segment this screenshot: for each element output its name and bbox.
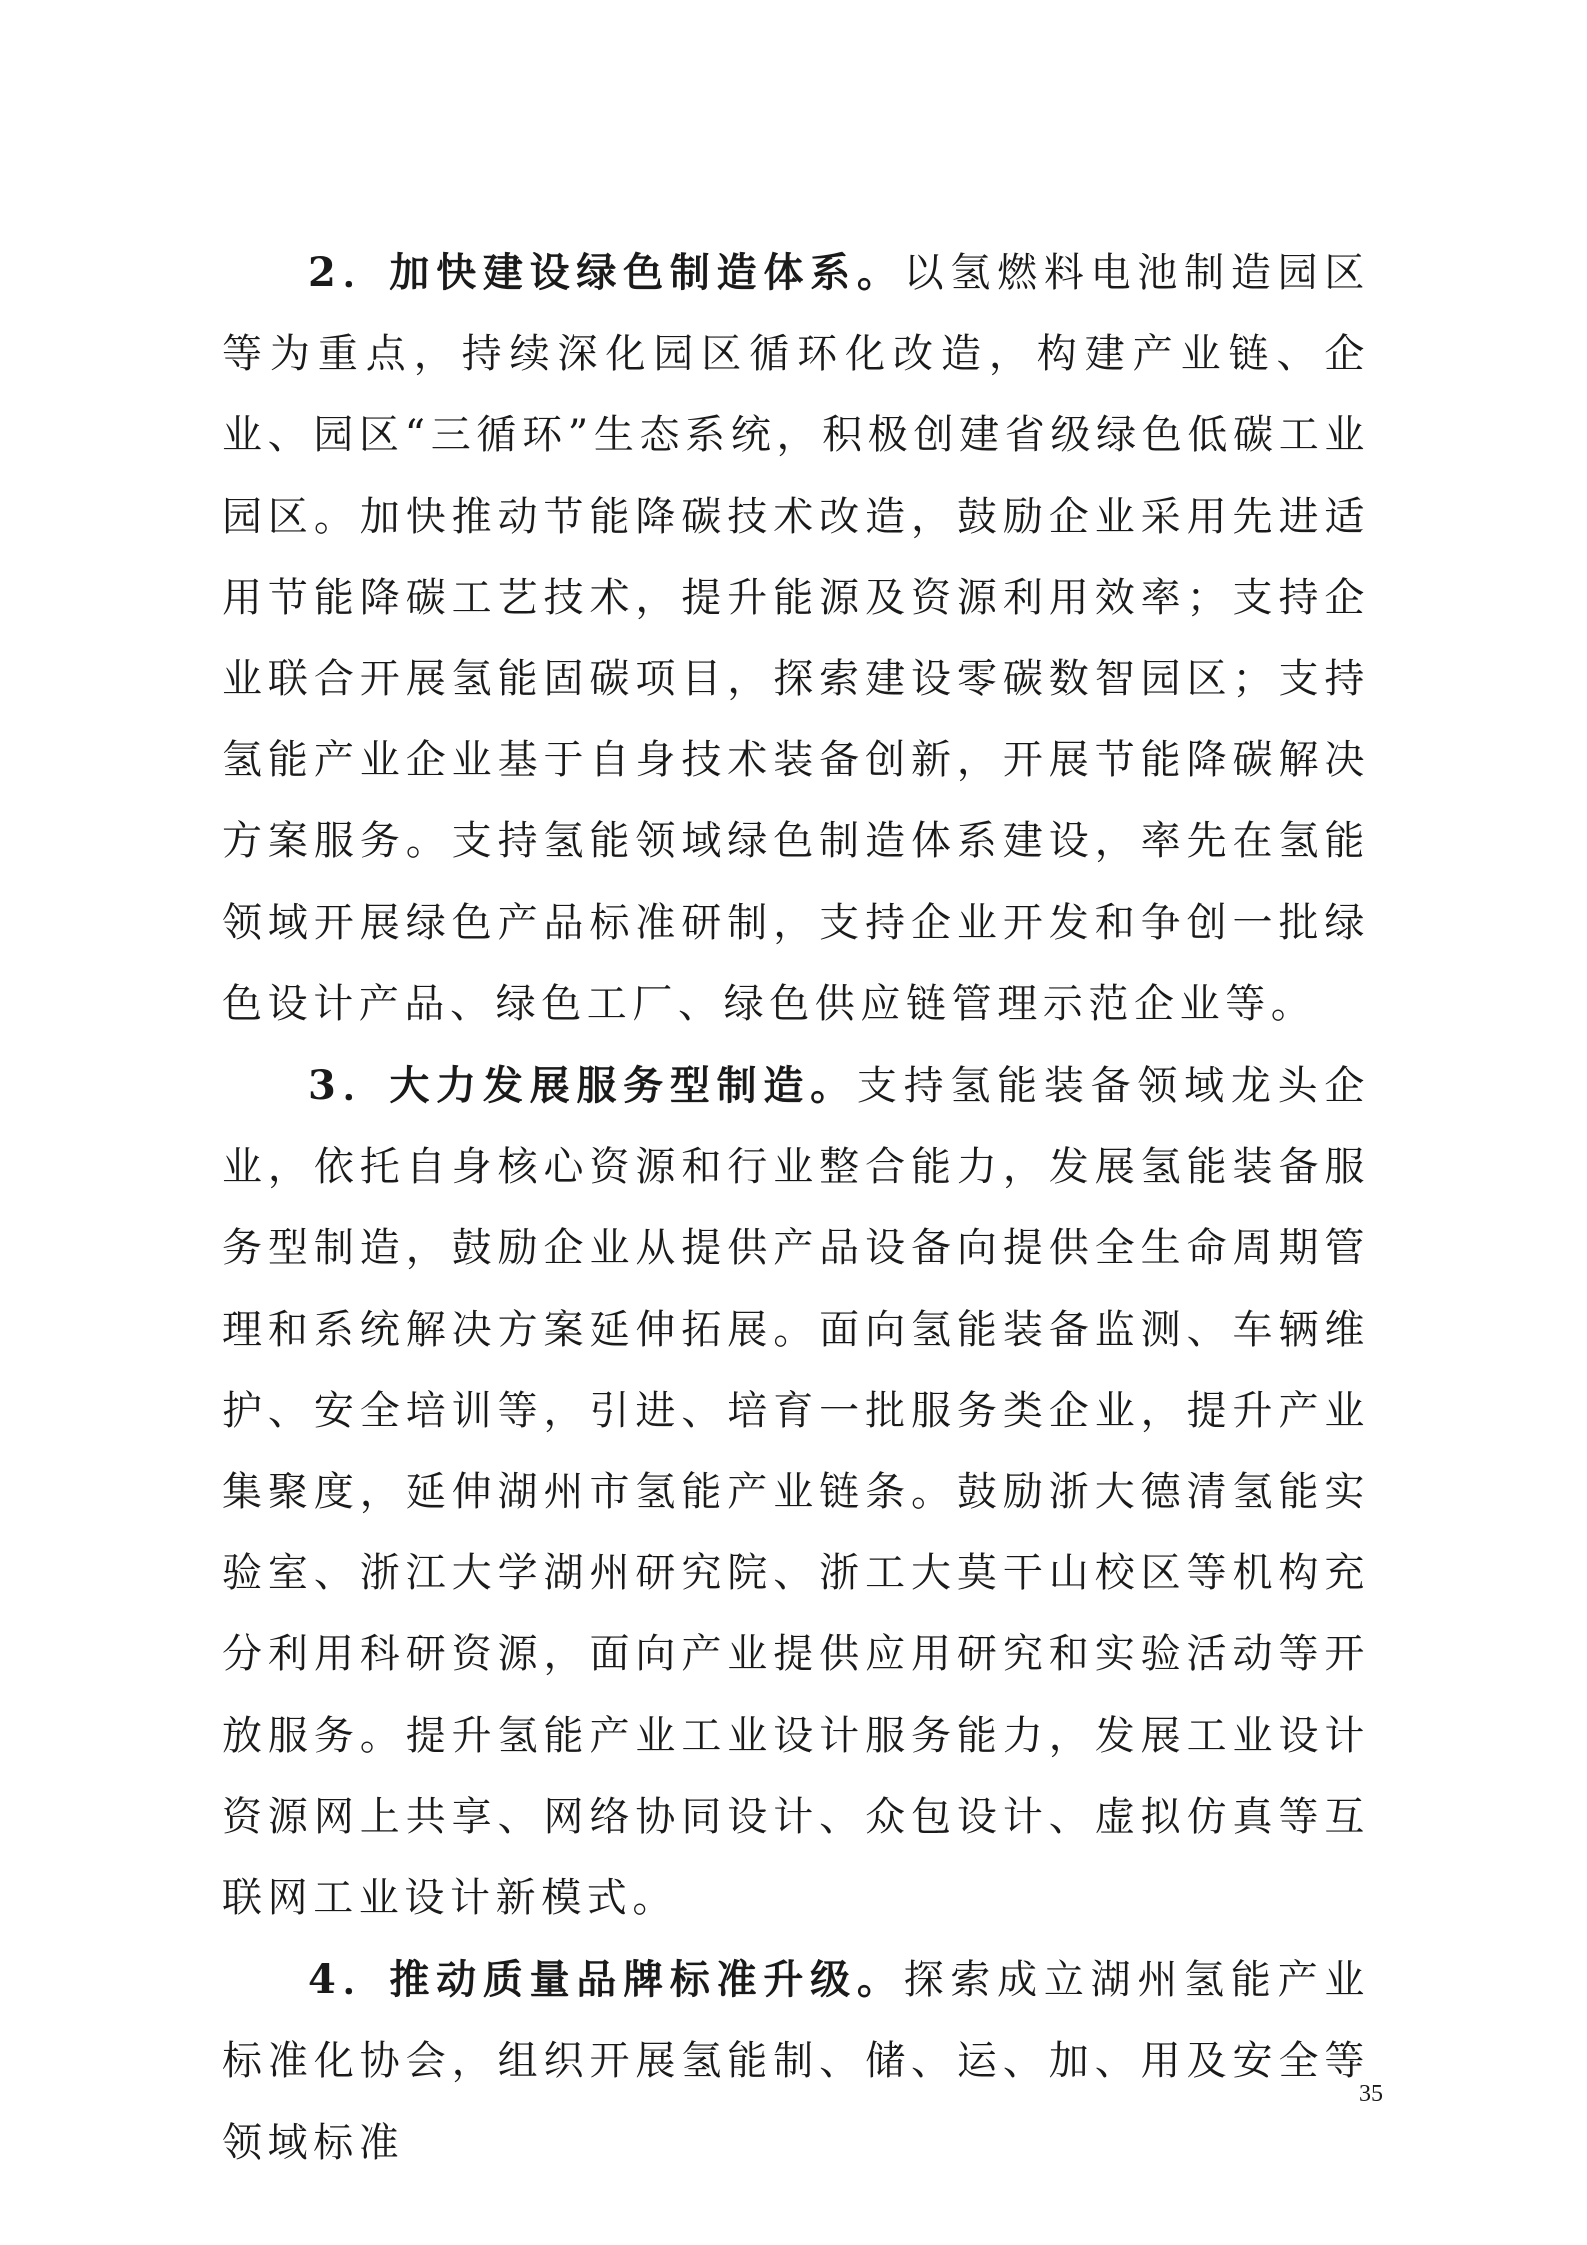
paragraph-4-body: 探索成立湖州氢能产业标准化协会，组织开展氢能制、储、运、加、用及安全等领域标准	[222, 1957, 1370, 2166]
page-number: 35	[1359, 2081, 1383, 2107]
paragraph-2-heading: 2．加快建设绿色制造体系。	[308, 249, 904, 296]
paragraph-2-body: 以氢燃料电池制造园区等为重点，持续深化园区循环化改造，构建产业链、企业、园区“三循环”生态系统，积极创建省级绿色低碳工业园区。加快推动节能降碳技术改造，鼓励企业采用先进适用节能降碳工艺技术，提升能源及资源利用效率；支持企业联合开展氢能固碳项目，探索建设零碳数智园区；支持氢能产业企业基于自身技术装备创新，开展节能降碳解决方案服务。支持氢能领域绿色制造体系建设，率先在氢能领域开展绿色产品标准研制，支持企业开发和争创一批绿色设计产品、绿色工厂、绿色供应链管理示范企业等。	[222, 250, 1370, 1027]
paragraph-2	[222, 232, 1370, 1045]
paragraph-4	[222, 1939, 1370, 2184]
paragraph-4-heading: 4．推动质量品牌标准升级。	[308, 1956, 904, 2004]
body-text	[222, 232, 1370, 2184]
paragraph-3	[222, 1045, 1370, 1939]
paragraph-3-heading: 3．大力发展服务型制造。	[308, 1062, 857, 1110]
paragraph-3-body: 支持氢能装备领域龙头企业，依托自身核心资源和行业整合能力，发展氢能装备服务型制造，鼓励企业从提供产品设备向提供全生命周期管理和系统解决方案延伸拓展。面向氢能装备监测、车辆维护、安全培训等，引进、培育一批服务类企业，提升产业集聚度，延伸湖州市氢能产业链条。鼓励浙大德清氢能实验室、浙江大学湖州研究院、浙工大莫干山校区等机构充分利用科研资源，面向产业提供应用研究和实验活动等开放服务。提升氢能产业工业设计服务能力，发展工业设计资源网上共享、网络协同设计、众包设计、虚拟仿真等互联网工业设计新模式。	[222, 1063, 1370, 1922]
